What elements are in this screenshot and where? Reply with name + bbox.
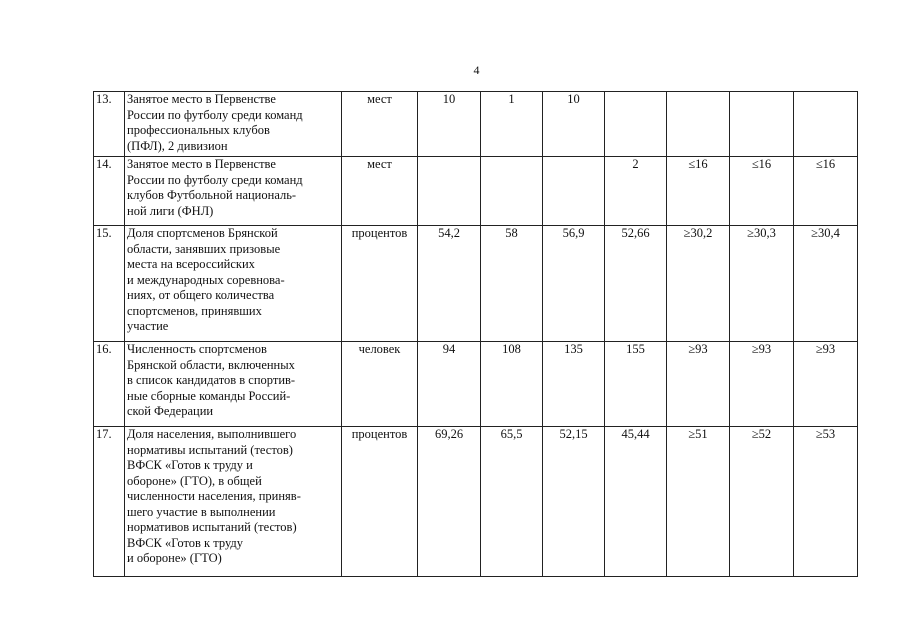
- indicator-name-line: нормативы испытаний (тестов): [127, 442, 293, 457]
- value-cell: 69,26: [418, 427, 481, 577]
- value-cell: 52,66: [605, 226, 667, 342]
- table-row: [94, 226, 858, 342]
- row-number: 15.: [94, 226, 125, 342]
- value-cell: ≤16: [730, 157, 794, 226]
- value-cell: 10: [543, 92, 605, 157]
- value-cell: [481, 157, 543, 226]
- value-cell: ≥93: [794, 342, 858, 427]
- indicator-name-line: ной лиги (ФНЛ): [127, 203, 214, 218]
- unit-cell: человек: [342, 342, 418, 427]
- value-cell: 1: [481, 92, 543, 157]
- indicator-name-line: Численность спортсменов: [127, 342, 267, 356]
- indicator-name-line: Доля спортсменов Брянской: [127, 226, 278, 240]
- page-number: 4: [473, 63, 480, 77]
- value-cell: [794, 92, 858, 157]
- row-number: 13.: [94, 92, 125, 157]
- indicator-name-line: численности населения, приняв-: [127, 489, 301, 503]
- value-cell: 135: [543, 342, 605, 427]
- unit-cell: процентов: [342, 427, 418, 577]
- value-cell: [667, 92, 730, 157]
- value-cell: ≤16: [794, 157, 858, 226]
- value-cell: ≥53: [794, 427, 858, 577]
- value-cell: 52,15: [543, 427, 605, 577]
- indicator-name-line: ской Федерации: [127, 404, 214, 418]
- value-cell: 108: [481, 342, 543, 427]
- value-cell: ≥51: [667, 427, 730, 577]
- value-cell: 56,9: [543, 226, 605, 342]
- indicator-name: [125, 226, 342, 342]
- indicators-table: [93, 91, 858, 577]
- table-row: [94, 427, 858, 577]
- indicator-name-line: России по футболу среди команд: [127, 107, 303, 122]
- value-cell: 54,2: [418, 226, 481, 342]
- value-cell: [543, 157, 605, 226]
- value-cell: ≥52: [730, 427, 794, 577]
- value-cell: ≥30,2: [667, 226, 730, 342]
- indicator-name: [125, 92, 342, 157]
- value-cell: 10: [418, 92, 481, 157]
- indicator-name-line: места на всероссийских: [127, 257, 255, 271]
- indicator-name-line: Брянской области, включенных: [127, 357, 295, 372]
- indicator-name-line: ные сборные команды Россий-: [127, 388, 291, 403]
- indicator-name-line: спортсменов, принявших: [127, 303, 262, 318]
- indicator-name-line: ВФСК «Готов к труду: [127, 535, 244, 550]
- value-cell: 65,5: [481, 427, 543, 577]
- indicator-name-line: шего участие в выполнении: [127, 504, 276, 519]
- value-cell: ≥93: [667, 342, 730, 427]
- value-cell: ≥93: [730, 342, 794, 427]
- indicator-name: [125, 157, 342, 226]
- indicator-name-line: и международных соревнова-: [127, 272, 285, 287]
- value-cell: 155: [605, 342, 667, 427]
- unit-cell: мест: [342, 157, 418, 226]
- value-cell: [730, 92, 794, 157]
- value-cell: 94: [418, 342, 481, 427]
- indicator-name-line: в список кандидатов в спортив-: [127, 373, 296, 387]
- indicator-name-line: (ПФЛ), 2 дивизион: [127, 138, 228, 153]
- indicator-name: [125, 427, 342, 577]
- indicator-name-line: ниях, от общего количества: [127, 288, 275, 302]
- row-number: 14.: [94, 157, 125, 226]
- unit-cell: процентов: [342, 226, 418, 342]
- value-cell: 58: [481, 226, 543, 342]
- value-cell: ≤16: [667, 157, 730, 226]
- indicator-name-line: России по футболу среди команд: [127, 172, 303, 187]
- table-row: [94, 92, 858, 157]
- row-number: 17.: [94, 427, 125, 577]
- indicator-name-line: Занятое место в Первенстве: [127, 92, 276, 106]
- value-cell: ≥30,3: [730, 226, 794, 342]
- indicator-name-line: ВФСК «Готов к труду и: [127, 458, 253, 472]
- table-row: [94, 342, 858, 427]
- indicator-name-line: области, занявших призовые: [127, 241, 281, 256]
- indicator-name-line: обороне» (ГТО), в общей: [127, 473, 262, 488]
- indicator-name: [125, 342, 342, 427]
- indicator-name-line: участие: [127, 319, 169, 333]
- value-cell: 45,44: [605, 427, 667, 577]
- value-cell: [605, 92, 667, 157]
- unit-cell: мест: [342, 92, 418, 157]
- indicator-name-line: клубов Футбольной националь-: [127, 188, 297, 202]
- indicator-name-line: Занятое место в Первенстве: [127, 157, 276, 171]
- value-cell: [418, 157, 481, 226]
- row-number: 16.: [94, 342, 125, 427]
- value-cell: ≥30,4: [794, 226, 858, 342]
- indicator-name-line: Доля населения, выполнившего: [127, 427, 297, 441]
- value-cell: 2: [605, 157, 667, 226]
- table-row: [94, 157, 858, 226]
- indicator-name-line: и обороне» (ГТО): [127, 551, 222, 565]
- indicator-name-line: профессиональных клубов: [127, 123, 270, 137]
- indicator-name-line: нормативов испытаний (тестов): [127, 520, 297, 534]
